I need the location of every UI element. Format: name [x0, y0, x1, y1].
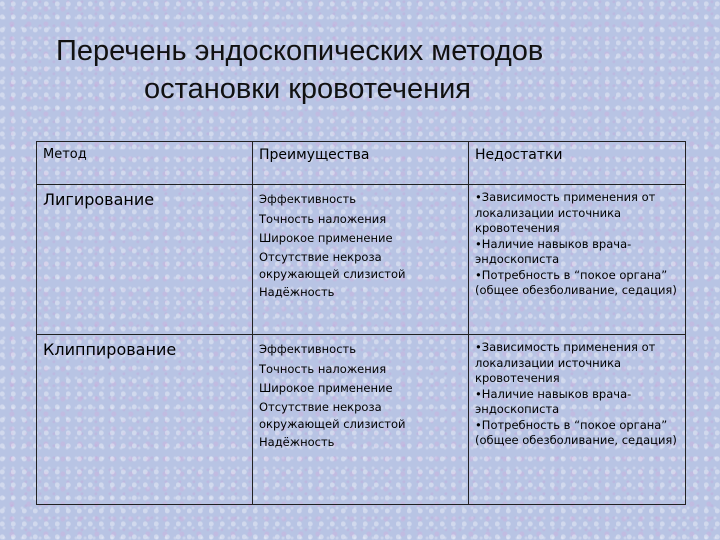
advantage-item: Отсутствие некроза	[259, 249, 382, 264]
advantage-item: Широкое применение	[259, 381, 393, 395]
header-method: Метод	[37, 142, 253, 185]
disadvantage-item	[475, 190, 679, 237]
advantages-cell	[253, 335, 469, 505]
advantage-item: Надёжность	[259, 284, 335, 299]
advantage-item: Точность наложения	[259, 211, 387, 226]
advantage-item: Широкое применение	[259, 231, 393, 245]
bullet-glyph: •	[475, 236, 482, 251]
advantage-item: Точность наложения	[259, 361, 387, 376]
bullet-glyph: •	[475, 267, 482, 282]
bullet-glyph: •	[475, 417, 482, 432]
advantages-cell	[253, 185, 469, 335]
bullet-glyph: •	[475, 190, 482, 204]
bullet-glyph: •	[475, 340, 482, 354]
disadvantage-item	[475, 418, 679, 449]
advantage-item: окружающей слизистой	[259, 266, 406, 281]
disadvantage-text: Потребность в “покое органа” (общее обезболивание, седация)	[475, 417, 677, 447]
advantage-item: Эффективность	[259, 342, 357, 356]
disadvantage-text: Наличие навыков врача-эндоскописта	[475, 386, 632, 416]
methods-table	[36, 141, 686, 505]
advantage-item: Эффективность	[259, 192, 357, 206]
disadvantage-item	[475, 237, 679, 268]
disadvantages-cell	[469, 185, 686, 335]
disadvantage-text: Зависимость применения от локализации источника кровотечения	[475, 190, 656, 235]
header-advantages: Преимущества	[253, 142, 469, 185]
table-row-clipping	[37, 335, 686, 505]
slide-title	[0, 32, 720, 108]
table-header-row	[37, 142, 686, 185]
header-disadvantages: Недостатки	[469, 142, 686, 185]
disadvantage-item	[475, 268, 679, 299]
table-row-ligation	[37, 185, 686, 335]
advantage-item: окружающей слизистой	[259, 416, 406, 431]
bullet-glyph: •	[475, 386, 482, 401]
slide-title-line-2: остановки кровотечения	[144, 73, 472, 105]
disadvantages-cell	[469, 335, 686, 505]
advantage-item: Надёжность	[259, 434, 335, 449]
method-cell: Клиппирование	[37, 335, 253, 505]
disadvantage-item	[475, 340, 679, 387]
slide-title-line-1: Перечень эндоскопических методов	[56, 35, 544, 67]
disadvantage-text: Наличие навыков врача-эндоскописта	[475, 236, 632, 266]
advantage-item: Отсутствие некроза	[259, 399, 382, 414]
disadvantage-item	[475, 387, 679, 418]
disadvantage-text: Зависимость применения от локализации источника кровотечения	[475, 340, 656, 385]
method-cell: Лигирование	[37, 185, 253, 335]
disadvantage-text: Потребность в “покое органа” (общее обезболивание, седация)	[475, 267, 677, 297]
